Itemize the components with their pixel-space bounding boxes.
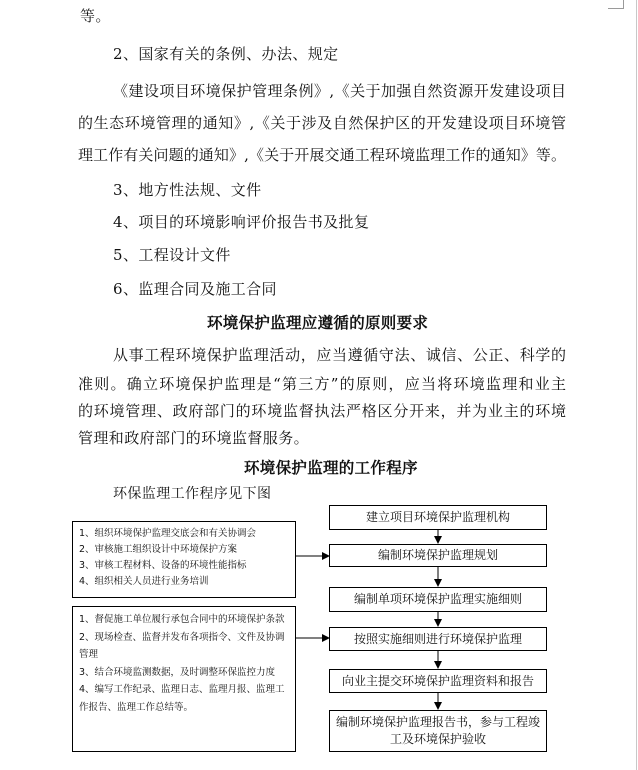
- list-item: 3、结合环境监测数据，及时调整环保监控力度: [79, 666, 276, 678]
- list-item: 2、国家有关的条例、办法、规定: [113, 45, 339, 63]
- list-item: 2、现场检查、监督并发布各项指令、文件及协调管理: [79, 631, 285, 660]
- section-heading: 环境保护监理应遵循的原则要求: [207, 314, 429, 332]
- flow-step-5: 向业主提交环境保护监理资料和报告: [329, 669, 547, 693]
- list-item: 4、组织相关人员进行业务培训: [79, 576, 209, 587]
- list-item: 3、审核工程材料、设备的环境性能指标: [79, 560, 247, 571]
- section-heading: 环境保护监理的工作程序: [244, 459, 418, 477]
- paragraph-line: 从事工程环境保护监理活动，应当遵循守法、诚信、公正、科学的: [113, 346, 566, 364]
- preparation-tasks-box: [72, 521, 296, 598]
- flow-step-3: 编制单项环境保护监理实施细则: [329, 587, 547, 612]
- list-item: 3、地方性法规、文件: [113, 181, 262, 199]
- figure-intro: 环保监理工作程序见下图: [113, 486, 272, 502]
- supervision-tasks-box: [72, 606, 296, 752]
- list-item: 6、监理合同及施工合同: [113, 280, 277, 298]
- continued-text: 等。: [80, 7, 111, 25]
- list-item: 5、工程设计文件: [113, 246, 231, 264]
- flow-step-4: 按照实施细则进行环境保护监理: [329, 627, 547, 651]
- flow-step-2: 编制环境保护监理规划: [329, 544, 547, 567]
- list-item: 4、编写工作纪录、监理日志、监理月报、监理工作报告、监理工作总结等。: [79, 684, 285, 713]
- paragraph-line: 《建设项目环境保护管理条例》,《关于加强自然资源开发建设项目: [113, 82, 566, 100]
- flow-step-1: 建立项目环境保护监理机构: [329, 505, 547, 530]
- list-item: 1、督促施工单位履行承包合同中的环境保护条款: [79, 614, 285, 625]
- paragraph-line: 理工作有关问题的通知》,《关于开展交通工程环境监理工作的通知》等。: [78, 146, 566, 164]
- paragraph-line: 的生态环境管理的通知》,《关于涉及自然保护区的开发建设项目环境管: [78, 114, 566, 132]
- list-item: 4、项目的环境影响评价报告书及批复: [113, 213, 370, 231]
- list-item: 2、审核施工组织设计中环境保护方案: [79, 544, 238, 555]
- paragraph-line: 的环境管理、政府部门的环境监督执法严格区分开来，并为业主的环境: [78, 402, 566, 420]
- list-item: 1、组织环境保护监理交底会和有关协调会: [79, 528, 257, 539]
- paragraph-line: 准则。确立环境保护监理是“第三方”的原则，应当将环境监理和业主: [78, 375, 566, 393]
- flow-step-6: 编制环境保护监理报告书，参与工程竣工及环境保护验收: [329, 710, 547, 752]
- paragraph-line: 管理和政府部门的环境监督服务。: [78, 429, 310, 447]
